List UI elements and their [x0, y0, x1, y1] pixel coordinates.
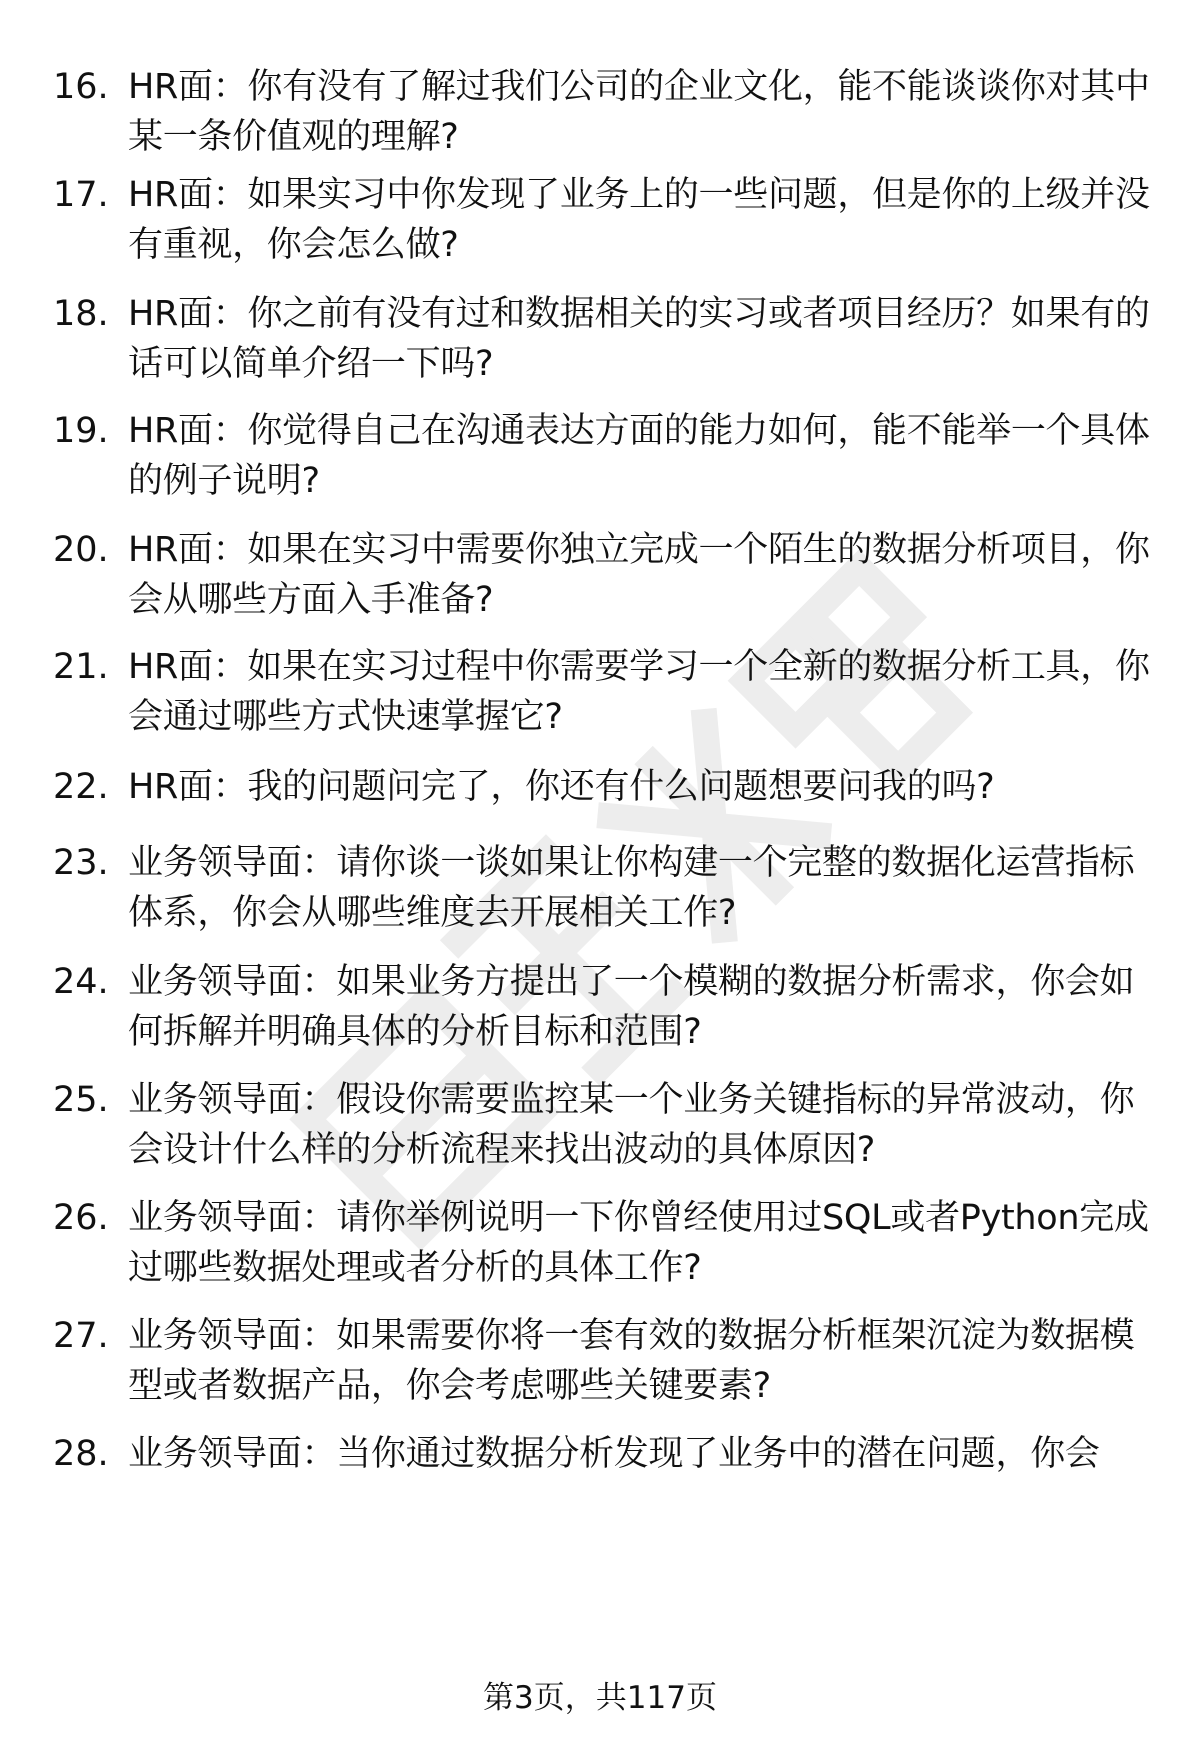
- question-text: HR面：你觉得自己在沟通表达方面的能力如何，能不能举一个具体的例子说明?: [128, 411, 1150, 501]
- question-text: 业务领导面：请你举例说明一下你曾经使用过SQL或者Python完成过哪些数据处理或者分析的具体工作?: [128, 1198, 1149, 1288]
- question-item-28: [0, 1429, 1200, 1539]
- question-number: 19.: [53, 411, 109, 451]
- question-number: 21.: [53, 647, 109, 687]
- question-item-19: [0, 406, 1200, 516]
- question-text: HR面：你有没有了解过我们公司的企业文化，能不能谈谈你对其中某一条价值观的理解?: [128, 67, 1150, 157]
- page-footer: 第3页，共117页: [483, 1680, 717, 1716]
- question-item-17: [0, 170, 1200, 280]
- question-text: HR面：你之前有没有过和数据相关的实习或者项目经历？如果有的话可以简单介绍一下吗?: [128, 294, 1150, 384]
- question-text: HR面：我的问题问完了，你还有什么问题想要问我的吗?: [128, 767, 995, 807]
- question-number: 18.: [53, 294, 109, 334]
- question-number: 24.: [53, 962, 109, 1002]
- question-number: 25.: [53, 1080, 109, 1120]
- question-number: 23.: [53, 843, 109, 883]
- question-text: 业务领导面：假设你需要监控某一个业务关键指标的异常波动，你会设计什么样的分析流程来找出波动的具体原因?: [128, 1080, 1135, 1170]
- question-number: 22.: [53, 767, 109, 807]
- question-number: 26.: [53, 1198, 109, 1238]
- question-text: 业务领导面：当你通过数据分析发现了业务中的潜在问题，你会: [128, 1434, 1100, 1474]
- question-text: HR面：如果在实习中需要你独立完成一个陌生的数据分析项目，你会从哪些方面入手准备?: [128, 530, 1150, 620]
- question-text: HR面：如果实习中你发现了业务上的一些问题，但是你的上级并没有重视，你会怎么做?: [128, 175, 1150, 265]
- question-text: HR面：如果在实习过程中你需要学习一个全新的数据分析工具，你会通过哪些方式快速掌握它?: [128, 647, 1150, 737]
- question-item-21: [0, 642, 1200, 752]
- question-text: 业务领导面：请你谈一谈如果让你构建一个完整的数据化运营指标体系，你会从哪些维度去开展相关工作?: [128, 843, 1135, 933]
- question-item-23: [0, 838, 1200, 948]
- question-item-27: [0, 1311, 1200, 1421]
- question-item-26: [0, 1193, 1200, 1303]
- question-item-24: [0, 957, 1200, 1067]
- question-item-16: [0, 62, 1200, 172]
- question-item-25: [0, 1075, 1200, 1185]
- question-number: 20.: [53, 530, 109, 570]
- question-number: 27.: [53, 1316, 109, 1356]
- question-item-18: [0, 289, 1200, 399]
- question-number: 17.: [53, 175, 109, 215]
- question-number: 28.: [53, 1434, 109, 1474]
- question-item-20: [0, 525, 1200, 635]
- question-text: 业务领导面：如果业务方提出了一个模糊的数据分析需求，你会如何拆解并明确具体的分析目标和范围?: [128, 962, 1135, 1052]
- question-number: 16.: [53, 67, 109, 107]
- question-text: 业务领导面：如果需要你将一套有效的数据分析框架沉淀为数据模型或者数据产品，你会考虑哪些关键要素?: [128, 1316, 1135, 1406]
